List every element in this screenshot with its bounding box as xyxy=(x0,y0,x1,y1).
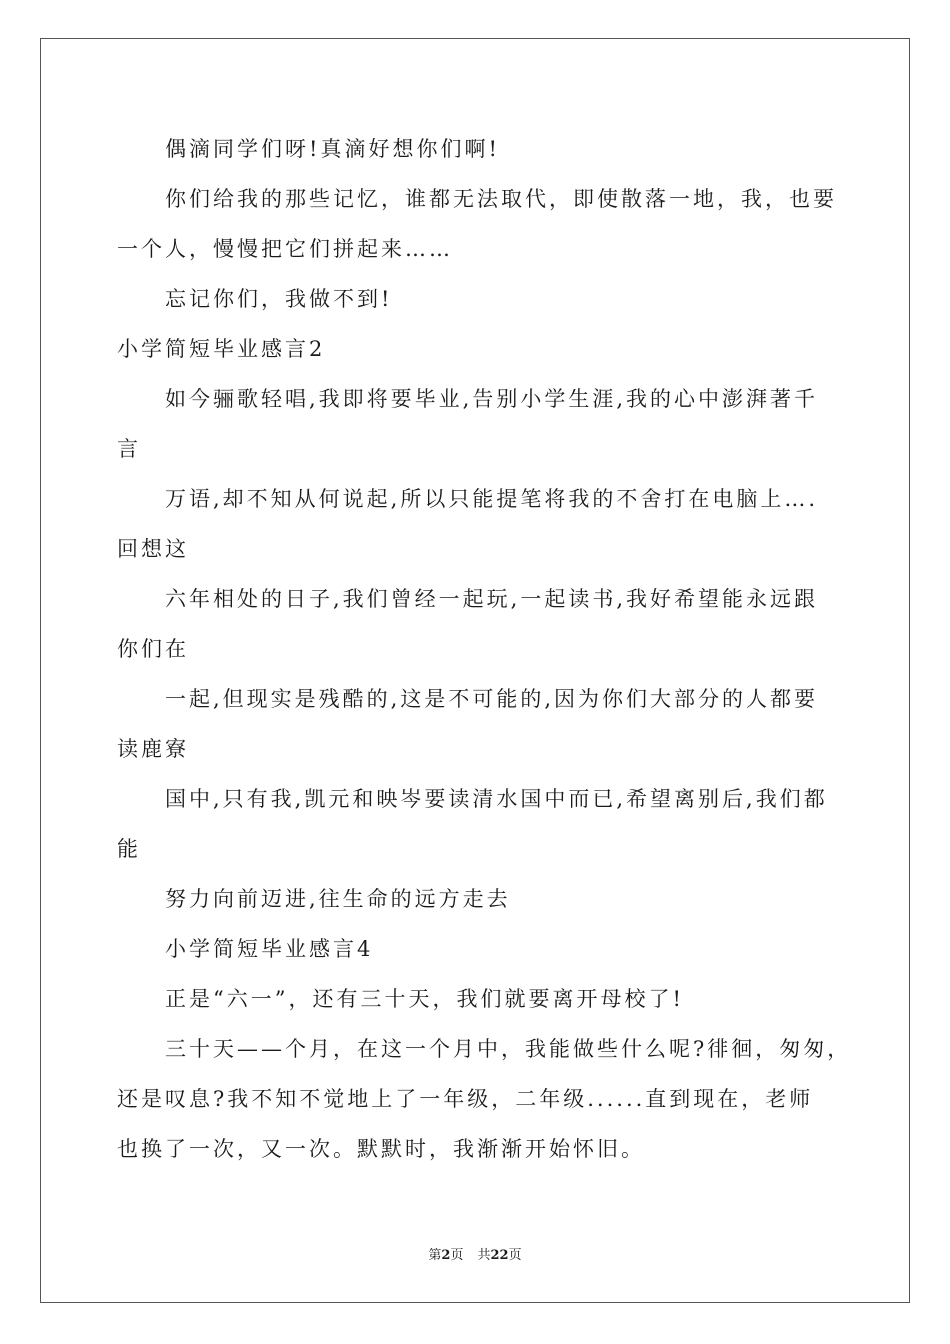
text-line: 三十天——个月，在这一个月中，我能做些什么呢?徘徊，匆匆， xyxy=(165,1037,852,1061)
total-pages-label: 共22页 xyxy=(477,1248,522,1263)
page-footer xyxy=(0,1244,950,1263)
text-line: 你们在 xyxy=(117,637,189,661)
section-heading: 小学简短毕业感言2 xyxy=(117,337,326,361)
text-line: 也换了一次，又一次。默默时，我渐渐开始怀旧。 xyxy=(117,1137,645,1161)
text-line: 正是“六一”，还有三十天，我们就要离开母校了! xyxy=(165,987,684,1011)
section-heading: 小学简短毕业感言4 xyxy=(165,937,374,961)
text-line: 读鹿寮 xyxy=(117,737,189,761)
page-border xyxy=(40,38,910,1303)
text-line: 回想这 xyxy=(117,537,189,561)
page-label: 第2页 xyxy=(428,1248,464,1263)
text-line: 你们给我的那些记忆，谁都无法取代，即使散落一地，我，也要 xyxy=(165,187,837,211)
text-line: 还是叹息?我不知不觉地上了一年级，二年级......直到现在，老师 xyxy=(117,1087,814,1111)
text-line: 一起,但现实是残酷的,这是不可能的,因为你们大部分的人都要 xyxy=(165,687,819,711)
total-pages-number: 22 xyxy=(490,1248,509,1263)
text-line: 万语,却不知从何说起,所以只能提笔将我的不舍打在电脑上…. xyxy=(165,487,819,511)
page-number: 2 xyxy=(441,1248,451,1263)
text-line: 努力向前迈进,往生命的远方走去 xyxy=(165,887,511,911)
text-line: 忘记你们，我做不到! xyxy=(165,287,393,311)
text-line: 一个人，慢慢把它们拼起来…… xyxy=(117,237,453,261)
text-line: 能 xyxy=(117,837,141,861)
text-line: 偶滴同学们呀!真滴好想你们啊! xyxy=(165,137,500,161)
text-line: 国中,只有我,凯元和映岑要读清水国中而已,希望离别后,我们都 xyxy=(165,787,828,811)
text-line: 六年相处的日子,我们曾经一起玩,一起读书,我好希望能永远跟 xyxy=(165,587,819,611)
text-line: 言 xyxy=(117,437,141,461)
text-line: 如今骊歌轻唱,我即将要毕业,告别小学生涯,我的心中澎湃著千 xyxy=(165,387,819,411)
